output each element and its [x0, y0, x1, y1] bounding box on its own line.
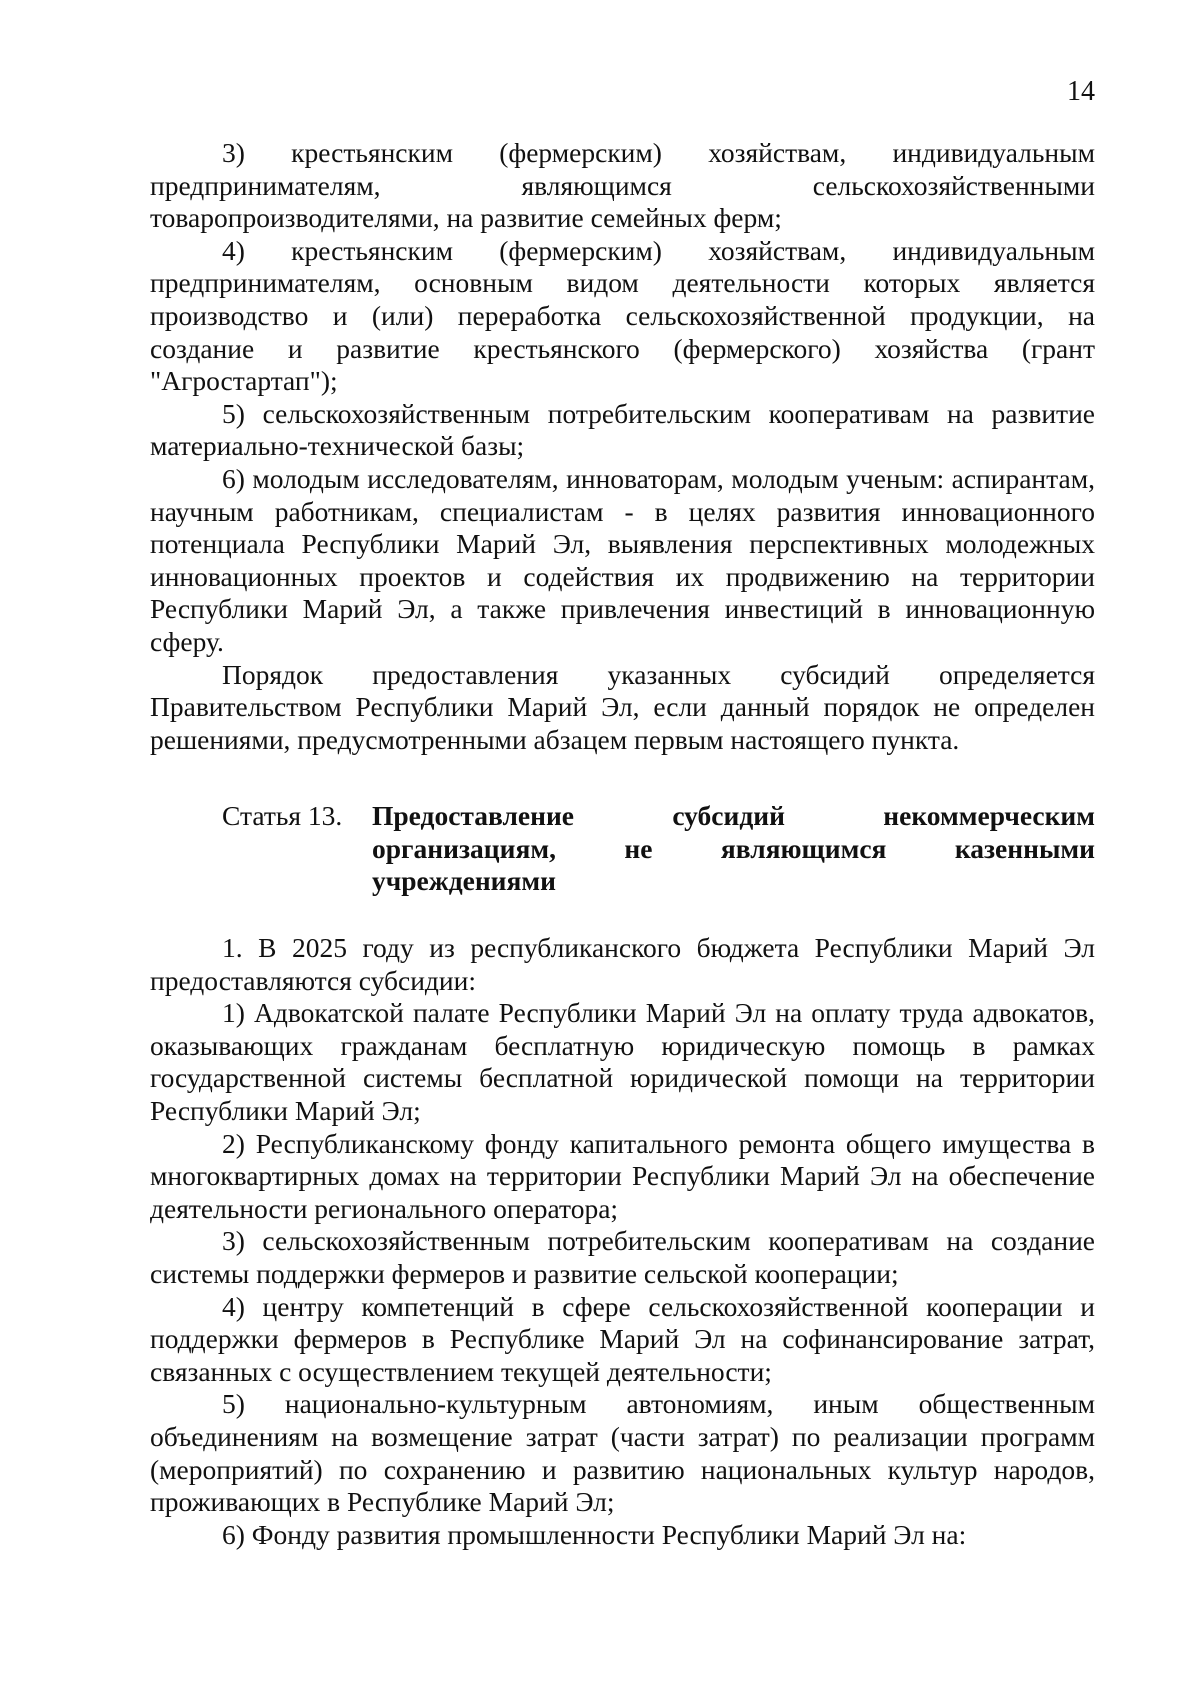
document-body: [150, 137, 1095, 1551]
paragraph-item-6-young-researchers: 6) молодым исследователям, инноваторам, молодым ученым: аспирантам, научным работникам, специалистам - в целях развития инновационного потенциала Республики Марий Эл, выявления перспективных молодежных инновационных проектов и содействия их продвижению на территории Республики Марий Эл, а также привлечения инвестиций в инновационную сферу.: [150, 462, 1095, 657]
paragraph-repair-fund: 2) Республиканскому фонду капитального ремонта общего имущества в многоквартирных домах на территории Республики Марий Эл на обеспечение деятельности регионального оператора;: [150, 1127, 1095, 1224]
paragraph-national-cultural: 5) национально-культурным автономиям, иным общественным объединениям на возмещение затрат (части затрат) по реализации программ (мероприятий) по сохранению и развитию национальных культур народов, проживающих в Республике Марий Эл;: [150, 1388, 1095, 1518]
paragraph-competence-center: 4) центру компетенций в сфере сельскохозяйственной кооперации и поддержки фермеров в Республике Марий Эл на софинансирование затрат, связанных с осуществлением текущей деятельности;: [150, 1290, 1095, 1387]
article-heading: [150, 800, 1095, 898]
paragraph-industry-fund: 6) Фонду развития промышленности Республики Марий Эл на:: [222, 1518, 967, 1550]
article-title-last-line: учреждениями: [372, 865, 556, 897]
paragraph-item-3-family-farms: 3) крестьянским (фермерским) хозяйствам, индивидуальным предпринимателям, являющимся сельскохозяйственными товаропроизводителями, на развитие семейных ферм;: [150, 137, 1095, 234]
spacer: [150, 898, 1095, 932]
paragraph-bar-association: 1) Адвокатской палате Республики Марий Эл на оплату труда адвокатов, оказывающих гражданам бесплатную юридическую помощь в рамках государственной системы бесплатной юридической помощи на территории Республики Марий Эл;: [150, 997, 1095, 1127]
article-title-main: Предоставление субсидий некоммерческим организациям, не являющимся казенными: [372, 800, 1095, 864]
paragraph-clause-1: 1. В 2025 году из республиканского бюджета Республики Марий Эл предоставляются субсидии:: [150, 932, 1095, 996]
article-number: Статья 13.: [222, 800, 343, 832]
paragraph-agri-cooperatives: 3) сельскохозяйственным потребительским кооперативам на создание системы поддержки фермеров и развитие сельской кооперации;: [150, 1225, 1095, 1289]
paragraph-subsidy-procedure: Порядок предоставления указанных субсидий определяется Правительством Республики Марий Эл, если данный порядок не определен решениями, предусмотренными абзацем первым настоящего пункта.: [150, 658, 1095, 755]
paragraph-item-4-agrostartup: 4) крестьянским (фермерским) хозяйствам, индивидуальным предпринимателям, основным видом деятельности которых является производство и (или) переработка сельскохозяйственной продукции, на создание и развитие крестьянского (фермерского) хозяйства (грант "Агростартап");: [150, 234, 1095, 397]
page-number: 14: [1067, 76, 1095, 107]
paragraph-item-5-cooperatives: 5) сельскохозяйственным потребительским кооперативам на развитие материально-технической базы;: [150, 397, 1095, 462]
article-title: [372, 800, 1095, 898]
spacer: [150, 756, 1095, 800]
